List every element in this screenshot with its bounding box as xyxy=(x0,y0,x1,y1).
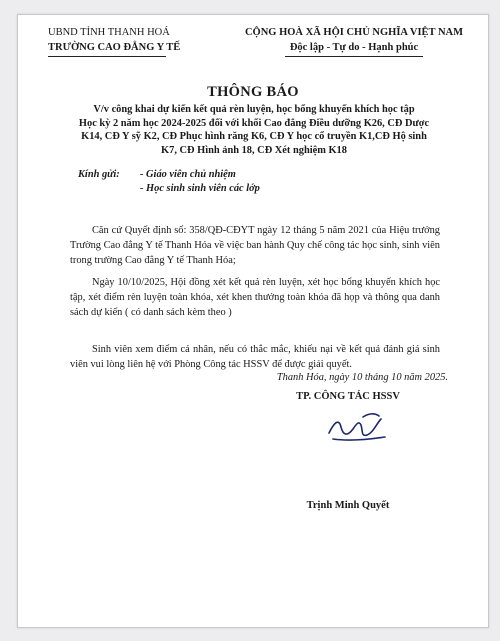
signatory-title: TP. CÔNG TÁC HSSV xyxy=(296,391,400,402)
document-title: THÔNG BÁO xyxy=(207,84,299,100)
issuing-agency-block xyxy=(48,25,218,57)
subject-line: K7, CĐ Hình ảnh 18, CĐ Xét nghiệm K18 xyxy=(161,144,347,156)
handwritten-signature xyxy=(323,407,393,447)
signature-stroke xyxy=(329,414,385,440)
agency-underline xyxy=(48,56,166,57)
body-paragraph: Ngày 10/10/2025, Hội đồng xét kết quả rèn luyện, xét học bổng khuyến khích học tập, xét điểm rèn luyện toàn khóa, xét khen thưởng toàn khóa đã họp và thông qua danh sách dự kiến ( có danh sách kèm theo ) xyxy=(70,277,440,318)
school-name: TRƯỜNG CAO ĐẲNG Y TẾ xyxy=(48,42,181,53)
agency-name: UBND TỈNH THANH HOÁ xyxy=(48,27,170,38)
subject-line: V/v công khai dự kiến kết quả rèn luyện, học bổng khuyến khích học tập xyxy=(93,104,415,115)
subject-line: Học kỳ 2 năm học 2024-2025 đối với khối Cao đẳng Điều dưỡng K26, CĐ Dược xyxy=(78,117,430,129)
signatory-name: Trịnh Minh Quyết xyxy=(306,500,390,511)
recipient-item: - Giáo viên chủ nhiệm xyxy=(140,169,236,180)
body-paragraph: Căn cứ Quyết định số: 358/QĐ-CĐYT ngày 12 tháng 5 năm 2021 của Hiệu trưởng Trường Cao đẳng Y tế Thanh Hóa về việc ban hành Quy chế công tác học sinh, sinh viên trong trường Cao đẳng Y tế Thanh Hóa; xyxy=(70,225,440,266)
national-motto: Độc lập - Tự do - Hạnh phúc xyxy=(289,42,419,53)
document-subject xyxy=(40,103,468,157)
motto-underline xyxy=(285,56,423,57)
body-paragraph: Sinh viên xem điểm cá nhân, nếu có thắc mắc, khiếu nại về kết quả đánh giá sinh viên vui lòng liên hệ với Phòng Công tác HSSV để được giải quyết. xyxy=(70,344,440,370)
recipients-label: Kính gửi: xyxy=(78,169,120,180)
document-page xyxy=(17,14,489,628)
recipient-item: - Học sinh sinh viên các lớp xyxy=(140,183,260,194)
place-date-line: Thanh Hóa, ngày 10 tháng 10 năm 2025. xyxy=(276,372,448,383)
subject-line: K14, CĐ Y sỹ K2, CĐ Phục hình răng K6, CĐ Y học cổ truyền K1,CĐ Hộ sinh xyxy=(81,131,427,143)
national-heading-block xyxy=(230,25,478,57)
national-name: CỘNG HOÀ XÃ HỘI CHỦ NGHĨA VIỆT NAM xyxy=(244,27,464,38)
